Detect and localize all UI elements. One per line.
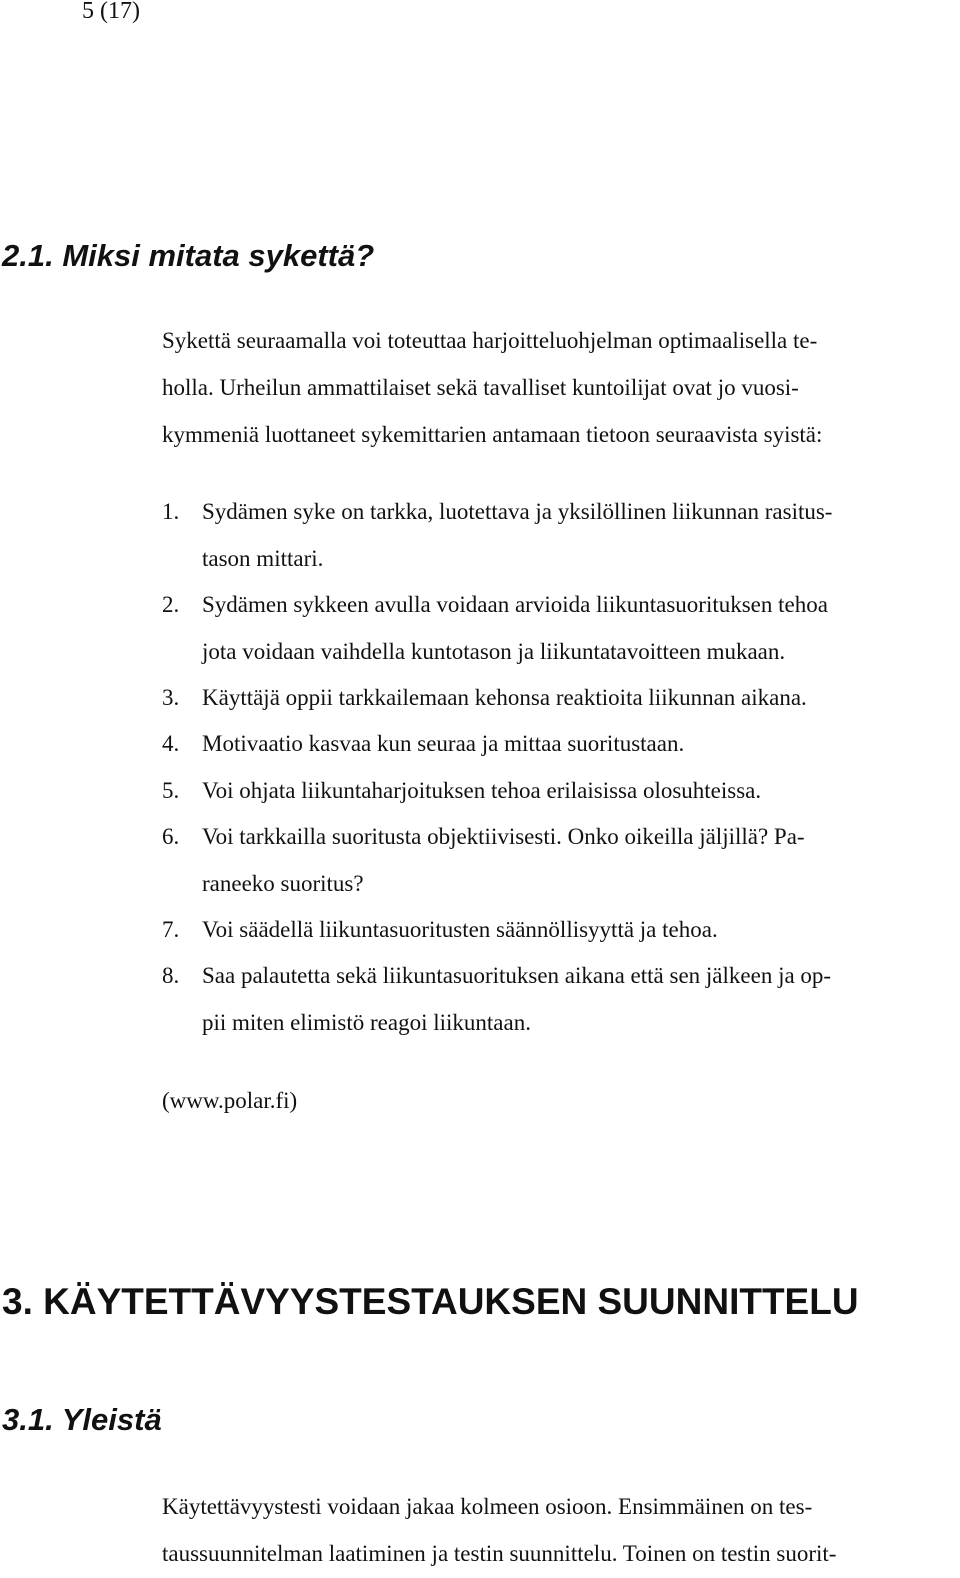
section-heading-2-1: 2.1. Miksi mitata sykettä? bbox=[2, 238, 375, 273]
page-number: 5 (17) bbox=[82, 0, 140, 24]
paragraph-line: taussuunnitelman laatiminen ja testin suunnittelu. Toinen on testin suorit- bbox=[162, 1541, 837, 1566]
list-number: 4. bbox=[162, 731, 180, 756]
source-reference: (www.polar.fi) bbox=[162, 1088, 298, 1113]
intro-line: holla. Urheilun ammattilaiset sekä tavalliset kuntoilijat ovat jo vuosi- bbox=[162, 375, 799, 400]
list-item-text: Sydämen syke on tarkka, luotettava ja yksilöllinen liikunnan rasitus- bbox=[202, 499, 833, 524]
list-number: 5. bbox=[162, 778, 180, 803]
list-item-text: Käyttäjä oppii tarkkailemaan kehonsa reaktioita liikunnan aikana. bbox=[202, 685, 807, 710]
list-item-text: tason mittari. bbox=[202, 546, 324, 571]
intro-line: kymmeniä luottaneet sykemittarien antamaan tietoon seuraavista syistä: bbox=[162, 422, 823, 447]
list-number: 6. bbox=[162, 824, 180, 849]
list-item-text: Voi tarkkailla suoritusta objektiivisesti. Onko oikeilla jäljillä? Pa- bbox=[202, 824, 805, 849]
section-heading-3-1: 3.1. Yleistä bbox=[2, 1402, 162, 1437]
list-item-text: Voi säädellä liikuntasuoritusten säännöllisyyttä ja tehoa. bbox=[202, 917, 718, 942]
list-number: 2. bbox=[162, 592, 180, 617]
paragraph-line: Käytettävyystesti voidaan jakaa kolmeen osioon. Ensimmäinen on tes- bbox=[162, 1494, 813, 1519]
list-number: 8. bbox=[162, 963, 180, 988]
list-item-text: Sydämen sykkeen avulla voidaan arvioida liikuntasuorituksen tehoa bbox=[202, 592, 828, 617]
list-item-text: Voi ohjata liikuntaharjoituksen tehoa erilaisissa olosuhteissa. bbox=[202, 778, 762, 803]
list-item-text: pii miten elimistö reagoi liikuntaan. bbox=[202, 1010, 531, 1035]
list-number: 3. bbox=[162, 685, 180, 710]
list-item-text: Motivaatio kasvaa kun seuraa ja mittaa suoritustaan. bbox=[202, 731, 685, 756]
list-number: 7. bbox=[162, 917, 180, 942]
chapter-heading-3: 3. KÄYTETTÄVYYSTESTAUKSEN SUUNNITTELU bbox=[2, 1281, 859, 1322]
list-item-text: jota voidaan vaihdella kuntotason ja liikuntatavoitteen mukaan. bbox=[202, 639, 786, 664]
list-item-text: Saa palautetta sekä liikuntasuorituksen aikana että sen jälkeen ja op- bbox=[202, 963, 832, 988]
list-item-text: raneeko suoritus? bbox=[202, 871, 364, 896]
list-number: 1. bbox=[162, 499, 180, 524]
intro-line: Sykettä seuraamalla voi toteuttaa harjoitteluohjelman optimaalisella te- bbox=[162, 328, 818, 353]
